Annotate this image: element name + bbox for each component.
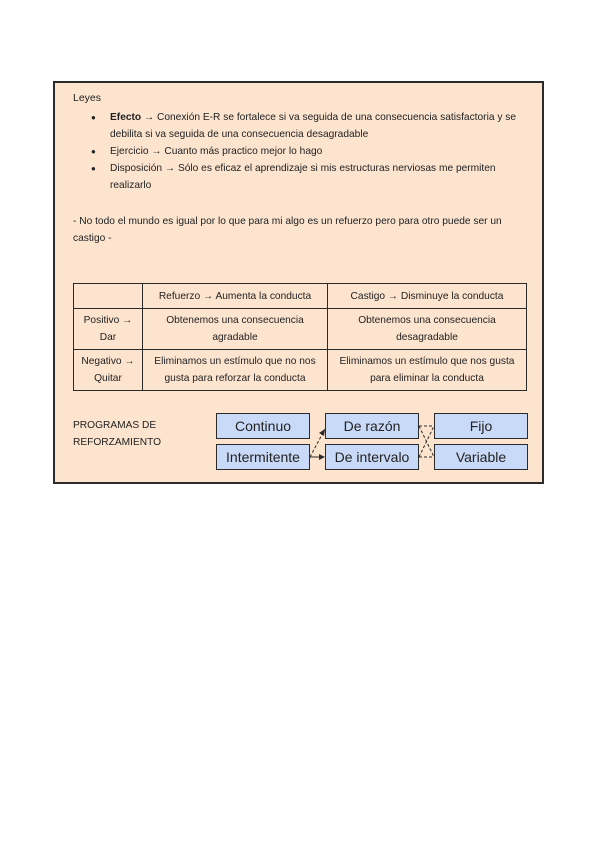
box-de-intervalo: De intervalo: [325, 444, 419, 470]
programs-label-line: REFORZAMIENTO: [73, 437, 162, 448]
box-variable: Variable: [434, 444, 528, 470]
table-cell: Eliminamos un estímulo que nos gusta para eliminar la conducta: [328, 350, 527, 391]
table-cell: Eliminamos un estímulo que no nos gusta para reforzar la conducta: [143, 350, 328, 391]
law-text: Disposición → Sólo es eficaz el aprendizaje si mis estructuras nerviosas me permiten realizarlo: [110, 163, 496, 191]
box-fijo: Fijo: [434, 413, 528, 439]
box-continuo: Continuo: [216, 413, 310, 439]
table-cell: Obtenemos una consecuencia agradable: [143, 309, 328, 350]
law-text: Ejercicio → Cuanto más practico mejor lo hago: [110, 146, 323, 157]
box-intermitente: Intermitente: [216, 444, 310, 470]
section-heading: Leyes: [73, 92, 102, 104]
notes-card: [53, 81, 544, 484]
table-header-cell: Castigo → Disminuye la conducta: [328, 284, 527, 309]
law-term: Efecto: [110, 112, 142, 123]
table-cell: Negativo → Quitar: [74, 350, 143, 391]
box-de-razon: De razón: [325, 413, 419, 439]
table-cell: Positivo → Dar: [74, 309, 143, 350]
law-text: → Conexión E-R se fortalece si va seguida de una consecuencia satisfactoria y se debilita si va seguida de una consecuencia desagradable: [110, 112, 517, 140]
table-cell: Obtenemos una consecuencia desagradable: [328, 309, 527, 350]
programs-label-line: PROGRAMAS DE: [73, 420, 157, 431]
table-header-cell: Refuerzo → Aumenta la conducta: [143, 284, 328, 309]
note-text: - No todo el mundo es igual por lo que para mi algo es un refuerzo pero para otro puede ser un castigo -: [73, 216, 502, 244]
